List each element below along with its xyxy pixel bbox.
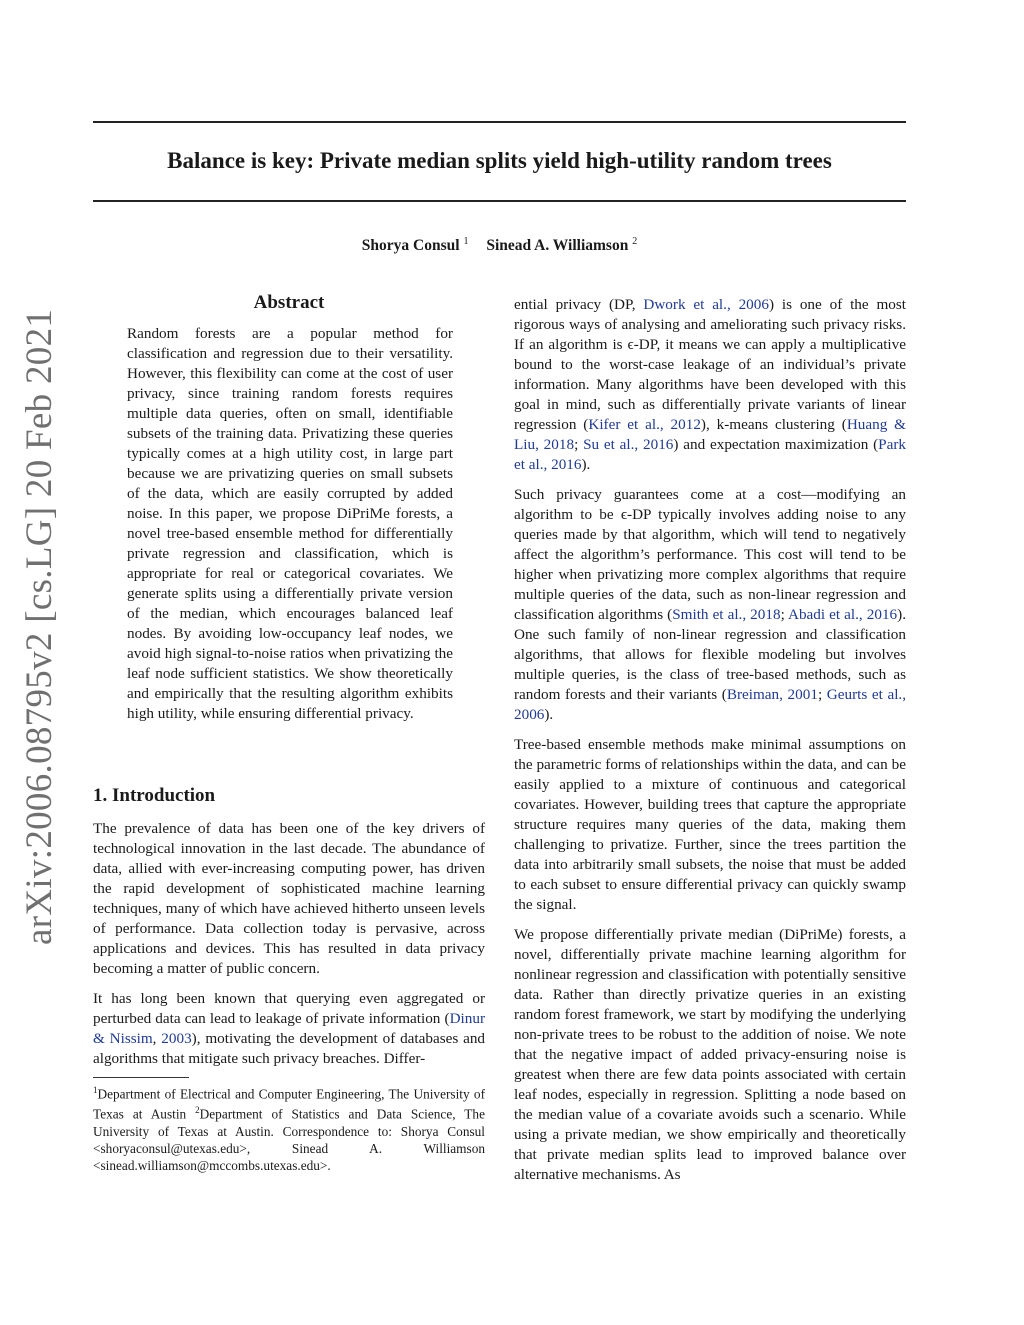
- text-run: ;: [780, 606, 788, 623]
- citation-link[interactable]: Geurts et al., 2006: [514, 686, 907, 723]
- citation-link[interactable]: Abadi et al., 2016: [788, 606, 898, 623]
- author-name: Sinead A. Williamson: [486, 237, 629, 255]
- paragraph: Tree-based ensemble methods make minimal assumptions on the parametric forms of relationships within the data, and can be easily applied to a mixture of continuous and categorical covariates. However, building trees that capture the appropriate structure requires many queries of the data, making them challenging to privatize. Further, since the trees partition the data into arbitrarily small subsets, the noise that must be added to each subset to ensure differential privacy can quickly swamp the signal.: [514, 736, 906, 913]
- footnote-mark: 1: [93, 1085, 98, 1095]
- section-heading: 1. Introduction: [93, 785, 216, 806]
- text-run: ). One such family of non-linear regression and classification algorithms, that allows for flexible modeling but involves multiple queries, is the class of tree-based methods, such as random forests and their variants (: [514, 606, 906, 703]
- paragraph: The prevalence of data has been one of the key drivers of technological innovation in the last decade. The abundance of data, allied with ever-increasing computing power, has driven the rapid development of sophisticated machine learning techniques, many of which have achieved hitherto unseen levels of performance. Data collection today is pervasive, across applications and devices. This has resulted in data privacy becoming a matter of public concern.: [93, 820, 485, 977]
- citation-link[interactable]: Smith et al., 2018: [672, 606, 781, 623]
- citation-link[interactable]: Park et al., 2016: [514, 436, 906, 473]
- title-rule-top: [93, 121, 906, 123]
- title-rule-bottom: [93, 200, 906, 202]
- text-run: ) and expectation maximization (: [673, 436, 879, 453]
- citation-link[interactable]: Kifer et al., 2012: [588, 416, 701, 433]
- text-run: ential privacy (DP,: [514, 296, 644, 313]
- paragraph: [514, 295, 906, 475]
- text-run: It has long been known that querying even aggregated or perturbed data can lead to leakage of private information (: [93, 990, 485, 1027]
- footnote: [93, 1082, 485, 1174]
- text-run: ;: [817, 686, 827, 703]
- text-run: ,: [152, 1030, 162, 1047]
- citation-link[interactable]: 2003: [161, 1030, 192, 1047]
- citation-link[interactable]: Su et al., 2016: [583, 436, 674, 453]
- affiliation-mark: 2: [632, 236, 638, 247]
- text-run: ).: [581, 456, 591, 473]
- paragraph: [93, 989, 485, 1069]
- arxiv-identifier: arXiv:2006.08795v2 [cs.LG] 20 Feb 2021: [19, 308, 60, 945]
- text-run: ), motivating the development of databases and algorithms that mitigate such privacy breaches. Differ-: [93, 1030, 486, 1067]
- abstract-text: Random forests are a popular method for classification and regression due to their versatility. However, this flexibility can come at the cost of user privacy, since training random forests requires multiple data queries, often on small, identifiable subsets of the training data. Privatizing these queries typically comes at a high utility cost, in large part because we are privatizing queries on small subsets of the data, which are easily corrupted by added noise. In this paper, we propose DiPriMe forests, a novel tree-based ensemble method for differentially private regression and classification, which is appropriate for real or categorical covariates. We generate splits using a differentially private version of the median, which encourages balanced leaf nodes. By avoiding low-occupancy leaf nodes, we avoid high signal-to-noise ratios when privatizing the leaf node sufficient statistics. We show theoretically and empirically that the resulting algorithm exhibits high utility, while ensuring differential privacy.: [127, 325, 453, 722]
- text-run: ), k-means clustering (: [700, 416, 847, 433]
- citation-link[interactable]: Huang & Liu, 2018: [514, 416, 906, 453]
- text-run: ;: [574, 436, 584, 453]
- text-run: ) is one of the most rigorous ways of analysing and ameliorating such privacy risks. If an algorithm is ϵ-DP, it means we can apply a multiplicative bound to the worst-case leakage of an individual’s private information. Many algorithms have been developed with this goal in mind, such as differentially private variants of linear regression (: [514, 296, 907, 433]
- author-name: Shorya Consul: [361, 237, 460, 255]
- footnote-rule: [93, 1077, 189, 1078]
- author-list: [93, 236, 906, 255]
- paper-title: Balance is key: Private median splits yield high-utility random trees: [167, 148, 832, 173]
- abstract-heading: Abstract: [253, 292, 325, 313]
- text-run: ).: [544, 706, 554, 723]
- citation-link[interactable]: Dinur & Nissim: [93, 1010, 485, 1047]
- footnote-text: Department of Statistics and Data Science, The University of Texas at Austin. Correspondence to: Shorya Consul <shoryaconsul@utexas.edu>, Sinead A. Williamson <sinead.williamson@mccombs.utexas.edu>.: [93, 1106, 485, 1173]
- text-run: Such privacy guarantees come at a cost—modifying an algorithm to be ϵ-DP typically involves adding noise to any queries made by that algorithm, which will tend to negatively affect the algorithm’s performance. This cost will tend to be higher when privatizing more complex algorithms that require multiple queries of the data, such as non-linear regression and classification algorithms (: [514, 486, 906, 623]
- paragraph: We propose differentially private median (DiPriMe) forests, a novel, differentially private machine learning algorithm for nonlinear regression and classification with potentially sensitive data. Rather than directly privatize queries in an existing random forest framework, we start by modifying the underlying non-private trees to be robust to the addition of noise. We note that the negative impact of added privacy-ensuring noise is greatest when there are few data points associated with certain leaf nodes, especially in regression. Splitting a node based on the median value of a covariate avoids such a scenario. While using a private median, we show empirically and theoretically that private median splits lead to improved balance over alternative mechanisms. As: [514, 926, 906, 1183]
- paragraph: [514, 485, 906, 725]
- citation-link[interactable]: Breiman, 2001: [726, 686, 818, 703]
- footnote-text: Department of Electrical and Computer Engineering, The University of Texas at Austin: [93, 1086, 485, 1122]
- affiliation-mark: 1: [463, 236, 469, 247]
- footnote-mark: 2: [195, 1105, 200, 1116]
- citation-link[interactable]: Dwork et al., 2006: [643, 296, 769, 313]
